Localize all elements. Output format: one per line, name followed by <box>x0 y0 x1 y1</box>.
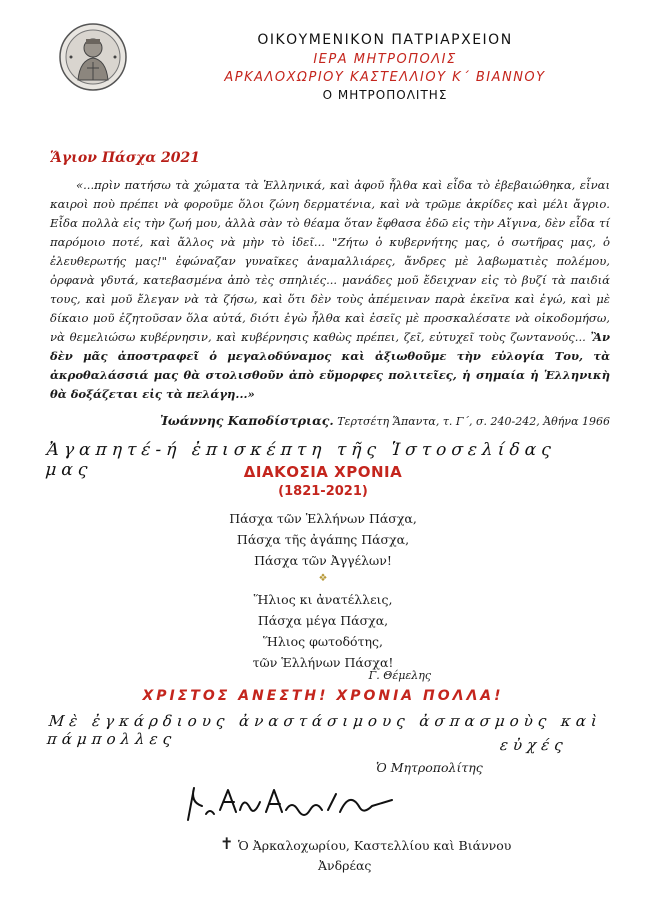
patriarchate-heading: ΟΙΚΟΥΜΕΝΙΚΟΝ ΠΑΤΡΙΑΡΧΕΙΟΝ <box>257 32 513 48</box>
poem-author: Γ. Θέμελης <box>368 669 431 682</box>
signatory-name: Ἀνδρέας <box>318 858 372 873</box>
cross-icon: ✝ <box>220 834 234 853</box>
handwritten-wishes-end: εὐχές <box>499 736 569 754</box>
quote-bold-text: Ἂν δὲν μᾶς ἀποστραφεῖ ὁ μεγαλοδύναμος καὶ ἀξιωθοῦμε τὴν εὐλογία Του, τὰ ἀκροθαλάσσιά μας θὰ στολισθοῦν ἀπὸ εὔμορφες πολιτεῖες, ἡ σημαία ἡ Ἑλληνικὴ θὰ δοξάζεται εἰς τὰ πελάγη...» <box>50 330 610 401</box>
diocese-heading: ΑΡΚΑΛΟΧΩΡΙΟΥ ΚΑΣΤΕΛΛΙΟΥ Κ΄ ΒΙΑΝΝΟΥ <box>224 70 546 85</box>
citation-source: Τερτσέτη Ἅπαντα, τ. Γ΄, σ. 240-242, Ἀθήνα 1966 <box>337 415 610 428</box>
poem-line: Πάσχα μέγα Πάσχα, <box>257 613 389 628</box>
poem-stanza-2 <box>0 589 646 673</box>
metropolis-seal <box>58 22 128 92</box>
poem-line: Ἥλιος φωτοδότης, <box>263 634 383 649</box>
signatory-title: Ὁ Ἀρκαλοχωρίου, Καστελλίου καὶ Βιάννου <box>238 838 512 853</box>
kapodistrias-quote <box>50 176 610 404</box>
poem-title: ΔΙΑΚΟΣΙΑ ΧΡΟΝΙΑ <box>243 463 403 481</box>
saint-seal-icon <box>58 22 128 92</box>
poem-stanza-1 <box>0 508 646 571</box>
handwritten-wishes: Μὲ ἐγκάρδιους ἀναστάσιμους ἀσπασμοὺς καὶ πάμπολλες <box>46 712 603 748</box>
poem-line: Ἥλιος κι ἀνατέλλεις, <box>253 592 393 607</box>
handwritten-signature <box>180 780 400 830</box>
ornament-icon: ❖ <box>318 573 328 584</box>
metropolitan-heading: Ο ΜΗΤΡΟΠΟΛΙΤΗΣ <box>322 88 448 102</box>
poem-years: (1821-2021) <box>278 484 368 499</box>
letter-date: Ἅγιον Πάσχα 2021 <box>50 150 200 166</box>
metropolis-heading: ΙΕΡΑ ΜΗΤΡΟΠΟΛΙΣ <box>313 52 457 67</box>
handwritten-greeting: Ἀγαπητέ-ή ἐπισκέπτη τῆς Ἱστοσελίδας μας <box>44 440 557 480</box>
poem-line: Πάσχα τῶν Ἀγγέλων! <box>254 553 392 568</box>
poem-line: Πάσχα τῆς ἀγάπης Πάσχα, <box>236 532 410 547</box>
poem-line: τῶν Ἑλλήνων Πάσχα! <box>252 655 394 670</box>
poem-line: Πάσχα τῶν Ἑλλήνων Πάσχα, <box>229 511 417 526</box>
quote-text: «...πρὶν πατήσω τὰ χώματα τὰ Ἑλληνικά, καὶ ἀφοῦ ἦλθα καὶ εἶδα τὸ ἐβεβαιώθηκα, εἶναι καιροὶ ποὺ πρέπει νὰ φοροῦμε ὅλοι ζώνη δερματένια, καὶ νὰ τρῶμε ἀκρίδες καὶ μέλι ἄγριο. Εἶδα πολλὰ εἰς τὴν ζωή μου, ἀλλὰ σὰν τὸ θέαμα ὅταν ἔφθασα ἐδῶ εἰς τὴν Αἴγινα, δὲν εἶδα τί παρόμοιο ποτέ, καὶ ἄλλος νὰ μὴν τὸ ἰδεῖ... "Ζήτω ὁ κυβερνήτης μας, ὁ σωτῆρας μας, ὁ ἐλευθερωτής μας!" ἐφώναζαν γυναῖκες ἀναμαλλιάρες, ἄνδρες μὲ λαβωματιὲς πολέμου, ὀρφανὰ γδυτά, κατεβασμένα ἀπὸ τὲς σπηλιές... μανάδες μοῦ ἔδειχναν εἰς τὸ βυζί τὰ παιδιά τους, καὶ μοῦ ἔλεγαν νὰ τὰ ζήσω, καὶ ὅτι δὲν τοὺς ἀπέμειναν παρὰ ἐκεῖνα καὶ ἐγώ, καὶ μὲ δίκαιο μοῦ ἐζητοῦσαν ὅλα αὐτά, διότι ἐγὼ ἦλθα καὶ ἐσεῖς μὲ προσκαλέσατε νὰ οἰκοδομήσω, νὰ θεμελιώσω κυβέρνησιν, καὶ κυβέρνησις καθὼς πρέπει, ζεῖ, εὐτυχεῖ τοὺς ζωντανούς... <box>50 178 610 344</box>
quote-citation <box>160 413 610 428</box>
metropolitan-label: Ὁ Μητροπολίτης <box>376 760 483 775</box>
easter-greeting: ΧΡΙΣΤΟΣ ΑΝΕΣΤΗ! ΧΡΟΝΙΑ ΠΟΛΛΑ! <box>142 688 504 704</box>
citation-author: Ἰωάννης Καποδίστριας. <box>159 413 334 428</box>
